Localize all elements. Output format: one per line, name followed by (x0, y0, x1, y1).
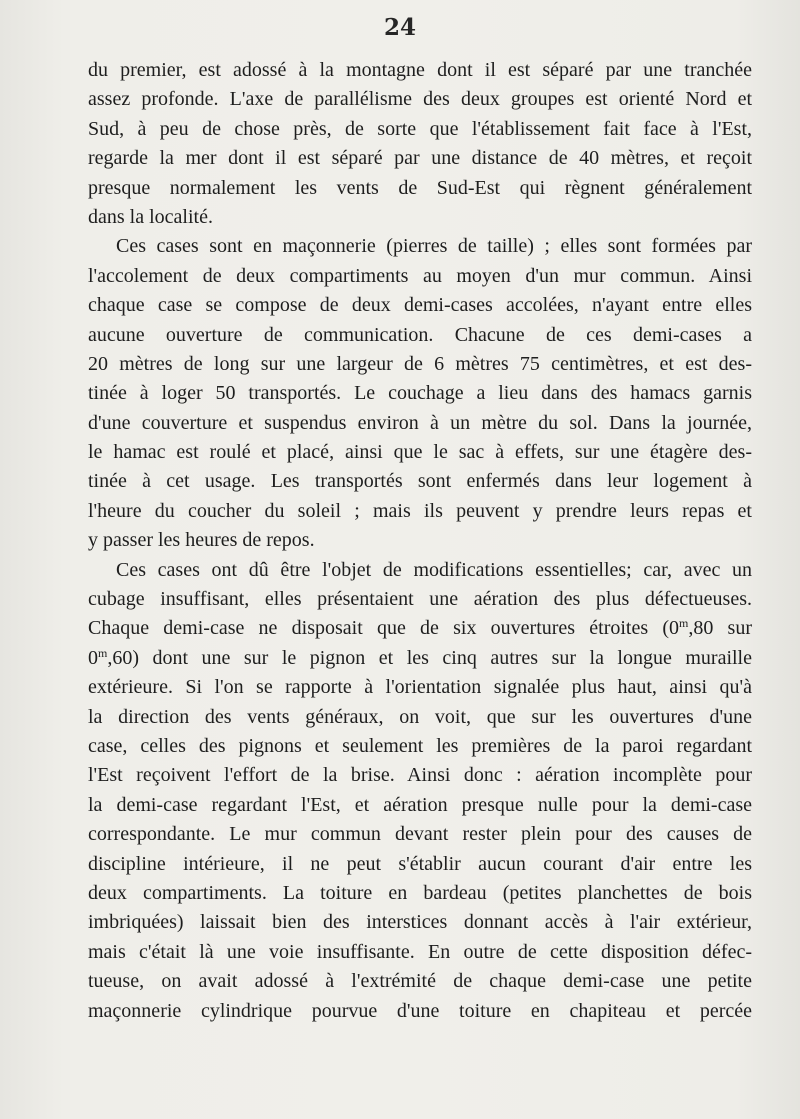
text-line: deux compartiments. La toiture en bardeau (petites planchettes de bois (88, 881, 752, 904)
body-text (88, 56, 752, 1026)
text-line: l'accolement de deux compartiments au moyen d'un mur commun. Ainsi (88, 264, 752, 287)
text-line: Sud, à peu de chose près, de sorte que l'établissement fait face à l'Est, (88, 117, 752, 140)
text-line: cubage insuffisant, elles présentaient une aération des plus défectueuses. (88, 588, 752, 611)
text-line: dans la localité. (88, 205, 213, 228)
text-line: presque normalement les vents de Sud-Est qui règnent généralement (88, 176, 752, 199)
text-line: extérieure. Si l'on se rapporte à l'orientation signalée plus haut, ainsi qu'à (88, 676, 752, 699)
text-line: regarde la mer dont il est séparé par une distance de 40 mètres, et reçoit (88, 147, 752, 170)
text-line: Chaque demi-case ne disposait que de six ouvertures étroites (0$^m$,80 sur (88, 616, 752, 640)
text-line: la demi-case regardant l'Est, et aération presque nulle pour la demi-case (88, 793, 752, 816)
text-line: maçonnerie cylindrique pourvue d'une toiture en chapiteau et percée (88, 999, 752, 1022)
text-line: Ces cases sont en maçonnerie (pierres de taille) ; elles sont formées par (116, 235, 752, 258)
page-number: 24 (383, 14, 416, 41)
text-line: le hamac est roulé et placé, ainsi que le sac à effets, sur une étagère des- (88, 441, 752, 464)
text-line: 0$^m$,60) dont une sur le pignon et les cinq autres sur la longue muraille (88, 645, 752, 669)
text-line: l'heure du coucher du soleil ; mais ils peuvent y prendre leurs repas et (88, 499, 752, 522)
text-line: tinée à cet usage. Les transportés sont enfermés dans leur logement à (88, 470, 752, 493)
text-line: case, celles des pignons et seulement les premières de la paroi regardant (88, 734, 752, 757)
text-line: 20 mètres de long sur une largeur de 6 mètres 75 centimètres, et est des- (88, 352, 752, 375)
text-line: du premier, est adossé à la montagne dont il est séparé par une tranchée (88, 59, 752, 81)
text-line: mais c'était là une voie insuffisante. En outre de cette disposition défec- (88, 940, 752, 963)
text-line: aucune ouverture de communication. Chacune de ces demi-cases a (88, 323, 752, 346)
text-line: la direction des vents généraux, on voit, que sur les ouvertures d'une (88, 705, 752, 728)
text-line: correspondante. Le mur commun devant rester plein pour des causes de (88, 823, 752, 846)
text-line: imbriquées) laissait bien des interstices donnant accès à l'air extérieur, (88, 911, 752, 934)
text-line: tinée à loger 50 transportés. Le couchage a lieu dans des hamacs garnis (88, 382, 752, 405)
text-line: chaque case se compose de deux demi-cases accolées, n'ayant entre elles (88, 294, 752, 317)
text-line: Ces cases ont dû être l'objet de modifications essentielles; car, avec un (116, 558, 752, 581)
text-line: d'une couverture et suspendus environ à un mètre du sol. Dans la journée, (88, 411, 752, 434)
text-line: l'Est reçoivent l'effort de la brise. Ainsi donc : aération incomplète pour (88, 764, 752, 787)
text-line: y passer les heures de repos. (88, 529, 315, 552)
text-line: tueuse, on avait adossé à l'extrémité de chaque demi-case une petite (88, 970, 752, 993)
text-line: discipline intérieure, il ne peut s'établir aucun courant d'air entre les (88, 852, 752, 875)
text-line: assez profonde. L'axe de parallélisme des deux groupes est orienté Nord et (88, 88, 752, 111)
